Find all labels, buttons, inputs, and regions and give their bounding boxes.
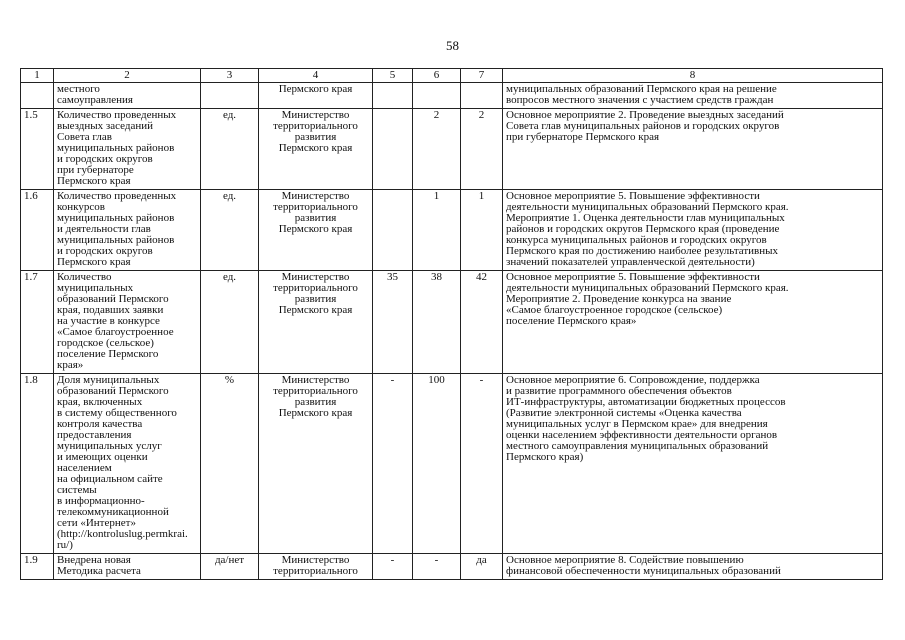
indicator-name: Количество проведенных выездных заседаний Совета глав муниципальных районов и городских округов при губернаторе Пермского края — [54, 109, 201, 190]
value-cell: 100 — [413, 374, 461, 554]
value-cell: да — [461, 554, 503, 580]
table-row — [21, 374, 883, 554]
indicators-table — [20, 68, 883, 580]
value-cell: - — [461, 374, 503, 554]
responsible-cell: Министерство территориального развития Пермского края — [259, 271, 373, 374]
value-cell: 2 — [461, 109, 503, 190]
table-body — [21, 83, 883, 580]
unit-cell — [201, 83, 259, 109]
activity-cell: Основное мероприятие 2. Проведение выездных заседаний Совета глав муниципальных районов и городских округов при губернаторе Пермского края — [503, 109, 883, 190]
unit-cell: ед. — [201, 109, 259, 190]
row-number — [21, 83, 54, 109]
header-row — [21, 69, 883, 83]
value-cell — [373, 83, 413, 109]
value-cell: 42 — [461, 271, 503, 374]
header-cell: 8 — [503, 69, 883, 83]
value-cell: 2 — [413, 109, 461, 190]
indicator-name: Количество проведенных конкурсов муниципальных районов и деятельности глав муниципальных районов и городских округов Пермского края — [54, 190, 201, 271]
indicator-name: Количество муниципальных образований Пермского края, подавших заявки на участие в конкурсе «Самое благоустроенное городское (сельское) поселение Пермского края» — [54, 271, 201, 374]
responsible-cell: Министерство территориального развития Пермского края — [259, 190, 373, 271]
header-cell: 7 — [461, 69, 503, 83]
value-cell: 38 — [413, 271, 461, 374]
value-cell: 1 — [461, 190, 503, 271]
indicator-name: местного самоуправления — [54, 83, 201, 109]
header-cell: 1 — [21, 69, 54, 83]
activity-cell: Основное мероприятие 5. Повышение эффективности деятельности муниципальных образований Пермского края. Мероприятие 1. Оценка деятельности глав муниципальных районов и городских округов Пермского края (проведение конкурса муниципальных районов и городских округов Пермского края по достижению наиболее результативных значений показателей управленческой деятельности) — [503, 190, 883, 271]
table-row — [21, 83, 883, 109]
activity-cell: Основное мероприятие 5. Повышение эффективности деятельности муниципальных образований Пермского края. Мероприятие 2. Проведение конкурса на звание «Самое благоустроенное городское (сельское) поселение Пермского края» — [503, 271, 883, 374]
header-cell: 5 — [373, 69, 413, 83]
value-cell: - — [413, 554, 461, 580]
value-cell — [461, 83, 503, 109]
table-row — [21, 109, 883, 190]
header-cell: 6 — [413, 69, 461, 83]
page-number: 58 — [446, 38, 459, 53]
activity-cell: муниципальных образований Пермского края на решение вопросов местного значения с участием средств граждан — [503, 83, 883, 109]
table-row — [21, 190, 883, 271]
row-number: 1.7 — [21, 271, 54, 374]
activity-cell: Основное мероприятие 8. Содействие повышению финансовой обеспеченности муниципальных образований — [503, 554, 883, 580]
table-row — [21, 554, 883, 580]
value-cell — [373, 109, 413, 190]
responsible-cell: Пермского края — [259, 83, 373, 109]
row-number: 1.8 — [21, 374, 54, 554]
header-cell: 4 — [259, 69, 373, 83]
activity-cell: Основное мероприятие 6. Сопровождение, поддержка и развитие программного обеспечения объектов ИТ-инфраструктуры, автоматизации бюджетных процессов (Развитие электронной системы «Оценка качества муниципальных услуг в Пермском крае» для внедрения оценки населением эффективности деятельности органов местного самоуправления муниципальных образований Пермского края) — [503, 374, 883, 554]
header-cell: 2 — [54, 69, 201, 83]
value-cell: - — [373, 554, 413, 580]
unit-cell: % — [201, 374, 259, 554]
value-cell — [413, 83, 461, 109]
value-cell: 35 — [373, 271, 413, 374]
unit-cell: ед. — [201, 190, 259, 271]
responsible-cell: Министерство территориального развития Пермского края — [259, 374, 373, 554]
value-cell — [373, 190, 413, 271]
unit-cell: да/нет — [201, 554, 259, 580]
indicator-name: Доля муниципальных образований Пермского края, включенных в систему общественного контроля качества предоставления муниципальных услуг и имеющих оценки населением на официальном сайте системы в информационно- телекоммуникационной сети «Интернет» (http://kontroluslug.permkrai. ru/) — [54, 374, 201, 554]
header-cell: 3 — [201, 69, 259, 83]
row-number: 1.6 — [21, 190, 54, 271]
unit-cell: ед. — [201, 271, 259, 374]
value-cell: 1 — [413, 190, 461, 271]
indicator-name: Внедрена новая Методика расчета — [54, 554, 201, 580]
table-row — [21, 271, 883, 374]
value-cell: - — [373, 374, 413, 554]
row-number: 1.5 — [21, 109, 54, 190]
responsible-cell: Министерство территориального — [259, 554, 373, 580]
responsible-cell: Министерство территориального развития Пермского края — [259, 109, 373, 190]
row-number: 1.9 — [21, 554, 54, 580]
